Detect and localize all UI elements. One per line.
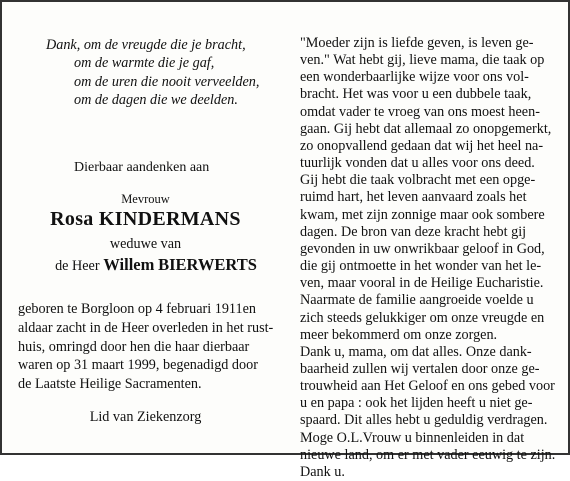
text-line: ruimd hart, het leven aanvaard zoals het [300,189,527,206]
text-line: Moge O.L.Vrouw u binnenleiden in dat [300,429,525,446]
poem-line: om de warmte die je gaf, [74,55,215,72]
text-line: ven." Wat hebt gij, lieve mama, die taak op [300,52,545,69]
bio-line: huis, omringd door hen die haar dierbaar [18,338,250,355]
text-line: u en papa : ook het lijden heeft u niet ge- [300,395,533,412]
text-line: een wonderbaarlijke wijze voor ons vol- [300,69,529,86]
husband-name [26,255,286,275]
text-line: gaan. Gij hebt dat allemaal zo onopgemerkt, [300,120,552,137]
poem-line: Dank, om de vreugde die je bracht, [46,37,246,53]
text-line: spaard. Dit alles hebt u geduldig verdragen. [300,412,548,429]
text-line: dagen. De bron van deze kracht hebt gij [300,223,527,240]
text-line: ven, maar vooral in de Heilige Eucharistie. [300,275,544,292]
text-line: "Moeder zijn is liefde geven, is leven ge- [300,35,534,51]
husband-surname: BIERWERTS [158,255,257,274]
text-line: Dank u, mama, om dat alles. Onze dank- [300,343,532,360]
husband-first-name: Willem [103,255,155,274]
text-line: nieuwe land, om er met vader eeuwig te zijn. [300,446,556,463]
organisation-label: Lid van Ziekenzorg [89,409,202,425]
text-line: Naarmate de familie aangroeide voelde u [300,292,534,309]
first-name: Rosa [50,208,94,230]
surname: KINDERMANS [98,208,241,230]
bio-line: geboren te Borgloon op 4 februari 1911en [18,301,256,317]
text-line: meer bekommerd om onze zorgen. [300,326,498,343]
text-line: kwam, met zijn zonnige maar ook sombere [300,206,545,223]
poem-line: om de dagen die we deelden. [74,91,238,108]
text-line: zich steeds gelukkiger om onze vreugde en [300,309,545,326]
text-line: omdat vader te vroeg van ons moest heen- [300,103,540,120]
text-line: die gij ontmoette in het wonder van het le- [300,258,542,275]
husband-prefix: de Heer [55,258,100,274]
bio-line: waren op 31 maart 1999, begenadigd door [18,357,258,374]
bio-line: aldaar zacht in de Heer overleden in het rust- [18,319,274,336]
text-line: Gij hebt die taak volbracht met een opge- [300,172,536,189]
bio-line: de Laatste Heilige Sacramenten. [18,376,202,393]
text-line: baarheid zullen wij vertalen door onze ge- [300,360,540,377]
biography [18,300,284,394]
poem-line: om de uren die nooit verveelden, [74,73,260,90]
memory-label: Dierbaar aandenken aan [74,160,210,175]
text-line: tuurlijk vonden dat u alles voor ons deed. [300,155,535,172]
text-line: zo onopvallend gedaan dat wij het heel na- [300,137,544,154]
poem [46,36,259,109]
text-line: bracht. Het was voor u een dubbele taak, [300,86,532,103]
widow-of-label: weduwe van [109,236,182,252]
deceased-name [2,208,289,231]
right-panel [289,2,568,480]
title-label: Mevrouw [121,192,170,206]
text-line: Dank u. [300,463,345,480]
text-line: gevonden in uw onwrikbaar geloof in God, [300,240,545,257]
left-panel [2,2,289,453]
tribute-text [300,35,555,481]
text-line: trouwheid aan Het Geloof en ons gebed voor [300,378,555,395]
